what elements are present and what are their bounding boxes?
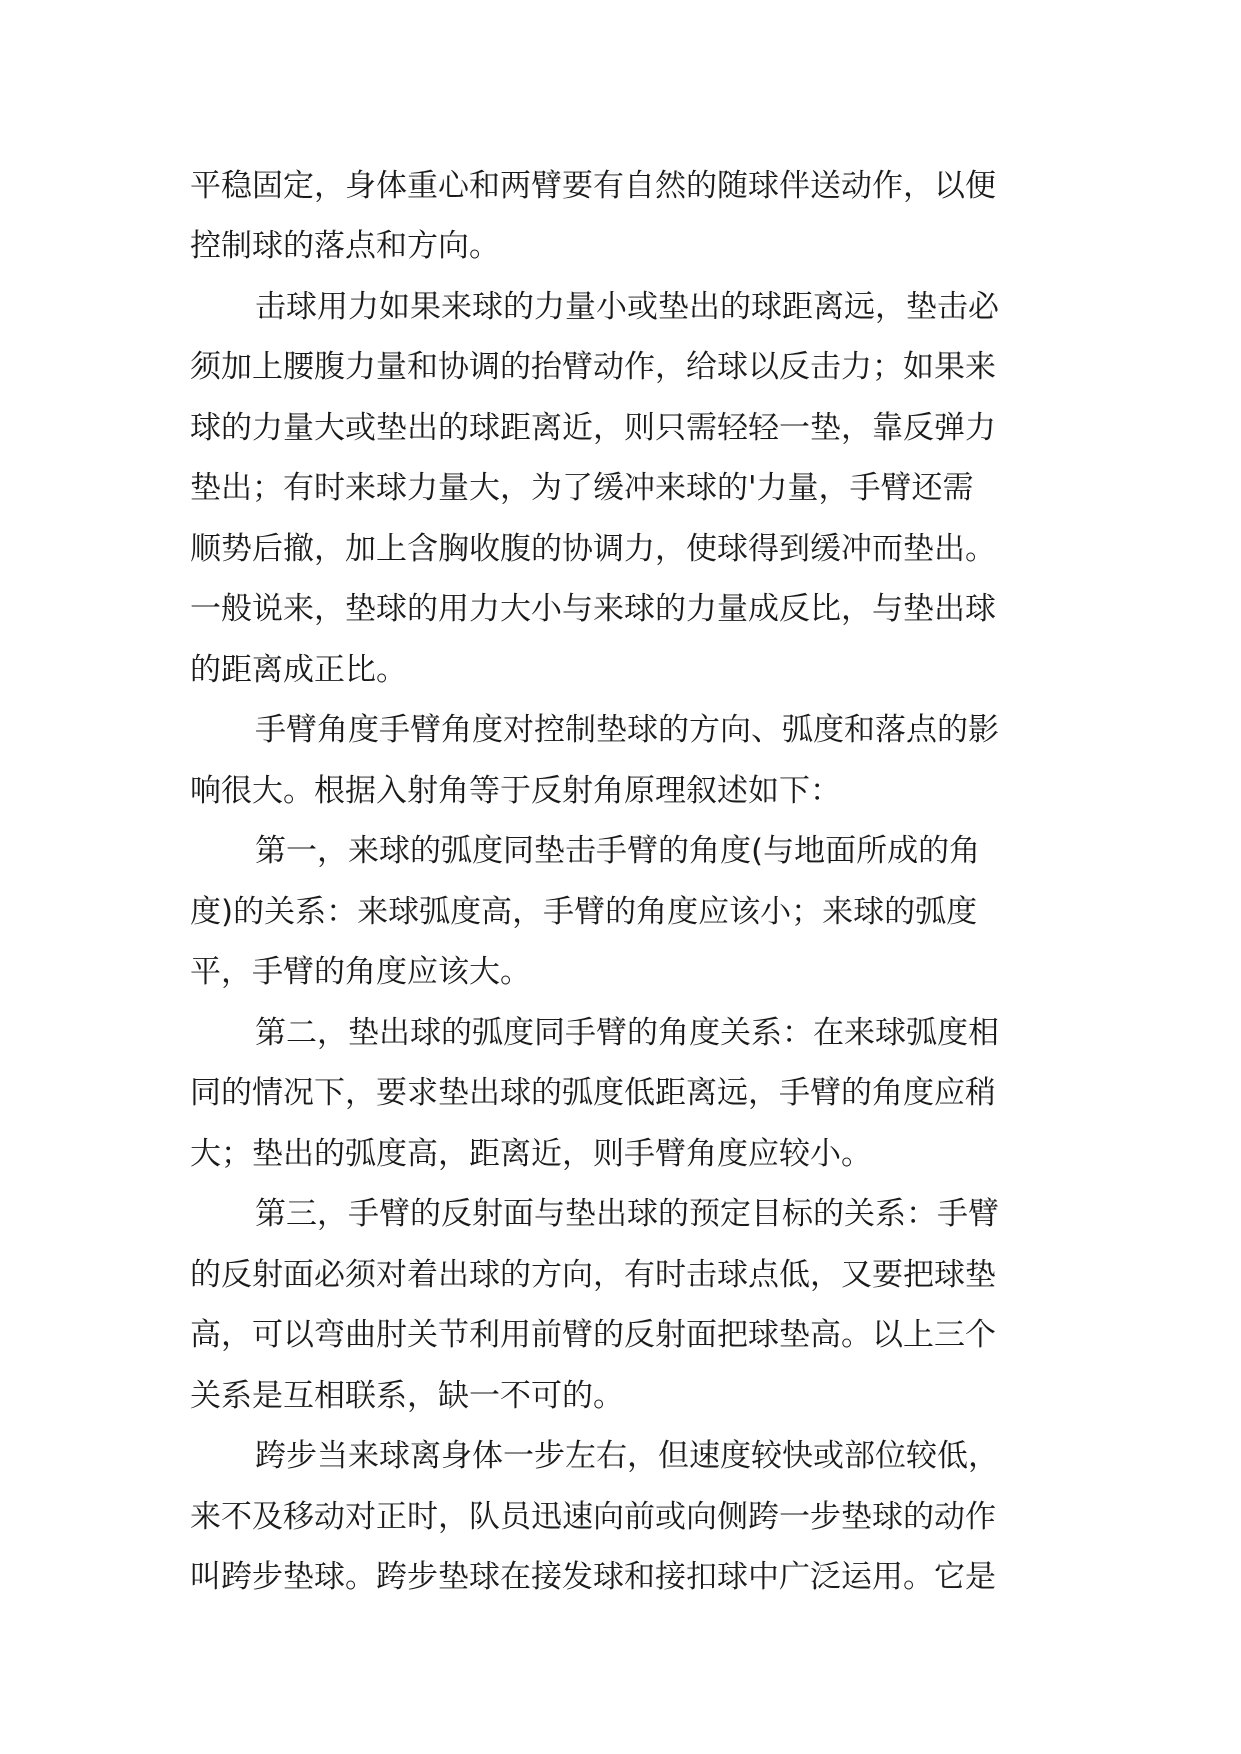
text-line: 来不及移动对正时，队员迅速向前或向侧跨一步垫球的动作 bbox=[190, 1499, 996, 1535]
text-line: 平，手臂的角度应该大。 bbox=[190, 954, 531, 990]
text-line: 顺势后撤，加上含胸收腹的协调力，使球得到缓冲而垫出。 bbox=[190, 531, 996, 567]
text-line: 一般说来，垫球的用力大小与来球的力量成反比，与垫出球 bbox=[190, 591, 996, 627]
text-line: 跨步当来球离身体一步左右，但速度较快或部位较低， bbox=[255, 1438, 999, 1474]
text-line: 叫跨步垫球。跨步垫球在接发球和接扣球中广泛运用。它是 bbox=[190, 1559, 996, 1595]
text-line: 击球用力如果来球的力量小或垫出的球距离远，垫击必 bbox=[255, 289, 999, 325]
text-line: 的反射面必须对着出球的方向，有时击球点低，又要把球垫 bbox=[190, 1257, 996, 1293]
text-line: 平稳固定，身体重心和两臂要有自然的随球伴送动作，以便 bbox=[190, 168, 996, 204]
text-line: 第一，来球的弧度同垫击手臂的角度(与地面所成的角 bbox=[255, 833, 981, 869]
text-line: 垫出；有时来球力量大，为了缓冲来球的'力量，手臂还需 bbox=[190, 470, 974, 506]
text-line: 响很大。根据入射角等于反射角原理叙述如下： bbox=[190, 773, 841, 809]
text-line: 的距离成正比。 bbox=[190, 652, 407, 688]
text-line: 大；垫出的弧度高，距离近，则手臂角度应较小。 bbox=[190, 1136, 872, 1172]
text-line: 第三，手臂的反射面与垫出球的预定目标的关系：手臂 bbox=[255, 1196, 999, 1232]
text-line: 关系是互相联系，缺一不可的。 bbox=[190, 1378, 624, 1414]
text-line: 度)的关系：来球弧度高，手臂的角度应该小；来球的弧度 bbox=[190, 894, 978, 930]
text-line: 高，可以弯曲肘关节利用前臂的反射面把球垫高。以上三个 bbox=[190, 1317, 996, 1353]
text-line: 手臂角度手臂角度对控制垫球的方向、弧度和落点的影 bbox=[255, 712, 999, 748]
text-line: 控制球的落点和方向。 bbox=[190, 228, 500, 264]
text-line: 第二，垫出球的弧度同手臂的角度关系：在来球弧度相 bbox=[255, 1015, 999, 1051]
text-line: 球的力量大或垫出的球距离近，则只需轻轻一垫，靠反弹力 bbox=[190, 410, 996, 446]
text-line: 同的情况下，要求垫出球的弧度低距离远，手臂的角度应稍 bbox=[190, 1075, 996, 1111]
text-line: 须加上腰腹力量和协调的抬臂动作，给球以反击力；如果来 bbox=[190, 349, 996, 385]
